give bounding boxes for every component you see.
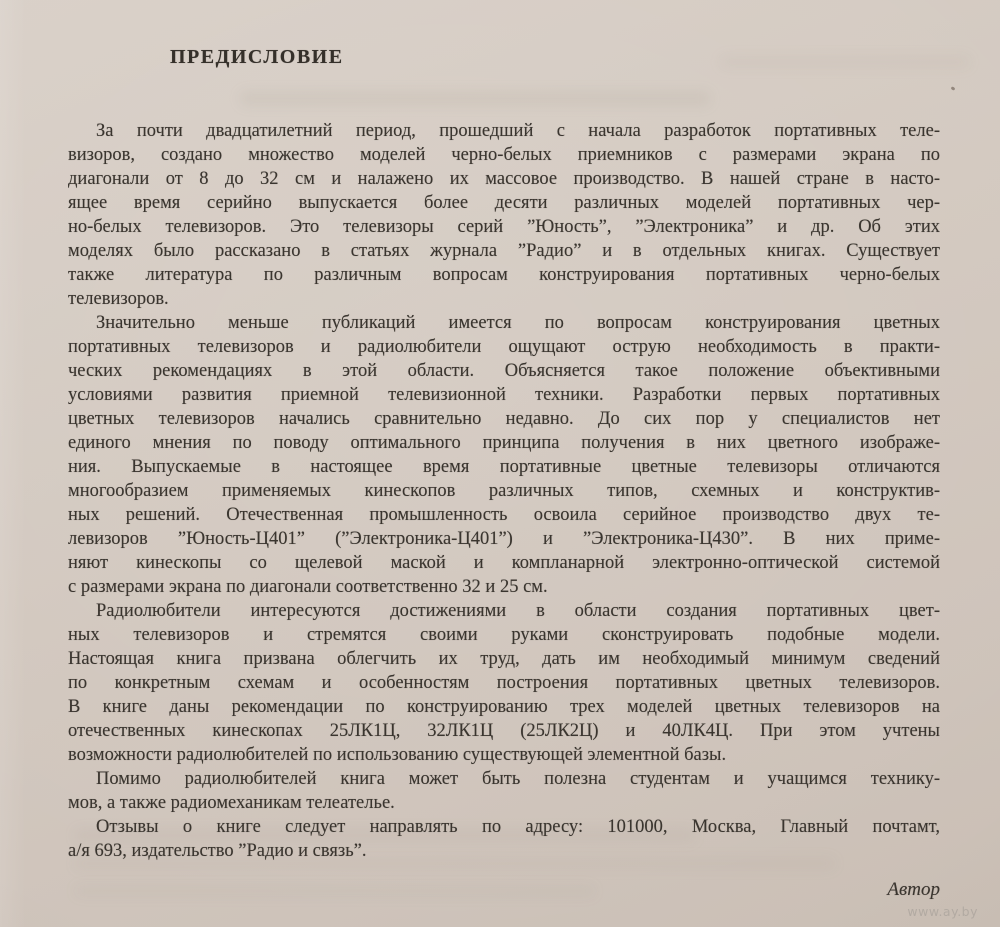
text-line: а/я 693, издательство ”Радио и связь”.: [68, 841, 367, 861]
text-line: по конкретным схемам и особенностям построения портативных цветных телевизоров.: [68, 673, 940, 693]
text-line: визоров, создано множество моделей черно-белых приемников с размерами экрана по: [68, 145, 940, 165]
text-line: ных решений. Отечественная промышленность освоила серийное производство двух те-: [68, 505, 940, 525]
text-line: В книге даны рекомендации по конструированию трех моделей цветных телевизоров на: [68, 697, 940, 717]
text-line: условиями развития приемной телевизионной техники. Разработки первых портативных: [68, 385, 940, 405]
text-line: мов, а также радиомеханикам телеателье.: [68, 793, 395, 813]
text-line: возможности радиолюбителей по использованию существующей элементной базы.: [68, 745, 727, 765]
text-line: цветных телевизоров начались сравнительно недавно. До сих пор у специалистов нет: [68, 409, 940, 429]
page-title: ПРЕДИСЛОВИЕ: [170, 46, 344, 68]
text-line: За почти двадцатилетний период, прошедший с начала разработок портативных теле-: [96, 121, 940, 141]
author-signature: Автор: [887, 879, 940, 900]
text-line: единого мнения по поводу оптимального принципа получения в них цветного изображе-: [68, 433, 940, 453]
text-line: ных телевизоров и стремятся своими руками сконструировать подобные модели.: [68, 625, 940, 645]
watermark: www.ay.by: [907, 904, 978, 919]
paragraph: [68, 119, 940, 311]
text-line: ческих рекомендациях в этой области. Объясняется такое положение объективными: [68, 361, 940, 381]
text-line: ния. Выпускаемые в настоящее время портативные цветные телевизоры отличаются: [68, 457, 940, 477]
paper-speck: [951, 86, 956, 91]
text-line: Значительно меньше публикаций имеется по вопросам конструирования цветных: [96, 313, 940, 333]
text-line: ящее время серийно выпускается более десяти различных моделей портативных чер-: [68, 193, 940, 213]
text-line: левизоров ”Юность-Ц401” (”Электроника-Ц401”) и ”Электроника-Ц430”. В них приме-: [68, 529, 940, 549]
text-line: портативных телевизоров и радиолюбители ощущают острую необходимость в практи-: [68, 337, 940, 357]
paragraph: [68, 599, 940, 767]
paragraph: [68, 311, 940, 599]
text-line: телевизоров.: [68, 289, 169, 309]
text-line: многообразием применяемых кинескопов различных типов, схемных и конструктив-: [68, 481, 940, 501]
text-line: также литература по различным вопросам конструирования портативных черно-белых: [68, 265, 940, 285]
paragraph: [68, 767, 940, 815]
text-line: Помимо радиолюбителей книга может быть полезна студентам и учащимся технику-: [96, 769, 940, 789]
scan-edge-highlight: [0, 0, 26, 927]
text-line: с размерами экрана по диагонали соответственно 32 и 25 см.: [68, 577, 548, 597]
text-line: отечественных кинескопах 25ЛК1Ц, 32ЛК1Ц (25ЛК2Ц) и 40ЛК4Ц. При этом учтены: [68, 721, 940, 741]
text-line: Радиолюбители интересуются достижениями в области создания портативных цвет-: [96, 601, 940, 621]
text-line: Настоящая книга призвана облегчить их труд, дать им необходимый минимум сведений: [68, 649, 940, 669]
text-line: Отзывы о книге следует направлять по адресу: 101000, Москва, Главный почтамт,: [96, 817, 940, 837]
text-line: диагонали от 8 до 32 см и налажено их массовое производство. В нашей стране в насто-: [68, 169, 940, 189]
paragraph: [68, 815, 940, 863]
text-line: но-белых телевизоров. Это телевизоры серий ”Юность”, ”Электроника” и др. Об этих: [68, 217, 940, 237]
page-content: [68, 45, 940, 901]
text-line: няют кинескопы со щелевой маской и компланарной электронно-оптической системой: [68, 553, 940, 573]
preface-text: [68, 119, 940, 863]
text-line: моделях было рассказано в статьях журнала ”Радио” и в отдельных книгах. Существует: [68, 241, 940, 261]
